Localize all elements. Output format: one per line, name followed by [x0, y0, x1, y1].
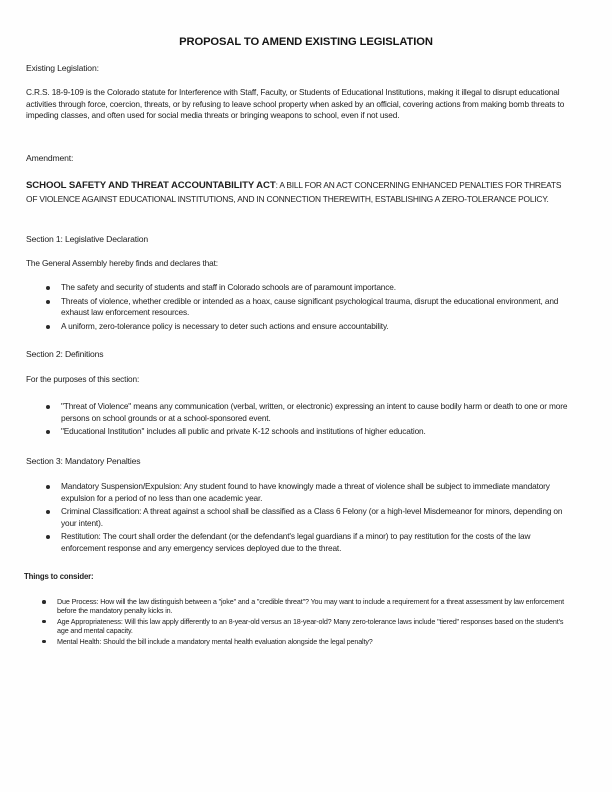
document-title: PROPOSAL TO AMEND EXISTING LEGISLATION	[179, 36, 433, 48]
existing-legislation-label: Existing Legislation:	[26, 63, 99, 73]
section1-list	[44, 282, 564, 334]
section1-intro: The General Assembly hereby finds and declares that:	[26, 258, 218, 268]
list-item: Mental Health: Should the bill include a mandatory mental health evaluation alongside the legal penalty?	[40, 637, 570, 646]
amendment-label: Amendment:	[26, 153, 74, 163]
bullet-icon	[42, 620, 46, 624]
bullet-icon	[46, 510, 50, 514]
act-description: : A BILL FOR AN ACT CONCERNING ENHANCED PENALTIES FOR THREATS OF VIOLENCE AGAINST EDUCATIONAL INSTITUTIONS, AND IN CONNECTION THEREWITH, ESTABLISHING A ZERO-TOLERANCE POLICY.	[26, 180, 562, 204]
list-item: "Threat of Violence" means any communication (verbal, written, or electronic) expressing an intent to cause bodily harm or death to one or more persons on school grounds or at a school-sponsored event.	[44, 401, 569, 424]
bullet-icon	[42, 640, 46, 644]
list-item: The safety and security of students and staff in Colorado schools are of paramount importance.	[44, 282, 564, 294]
considerations-list	[40, 597, 570, 647]
bullet-icon	[42, 600, 46, 604]
list-item: "Educational Institution" includes all public and private K-12 schools and institutions of higher education.	[44, 426, 569, 438]
list-item: A uniform, zero-tolerance policy is necessary to deter such actions and ensure accountability.	[44, 321, 564, 333]
list-item: Threats of violence, whether credible or intended as a hoax, cause significant psychological trauma, disrupt the educational environment, and exhaust law enforcement resources.	[44, 296, 564, 319]
bullet-icon	[46, 300, 50, 304]
list-item: Restitution: The court shall order the defendant (or the defendant's legal guardians if a minor) to pay restitution for the costs of the law enforcement response and any emergency services deployed due to the threat.	[44, 531, 574, 554]
bullet-icon	[46, 405, 50, 409]
list-item: Criminal Classification: A threat against a school shall be classified as a Class 6 Felony (or a high-level Misdemeanor for minors, depending on your intent).	[44, 506, 574, 529]
section3-list	[44, 481, 574, 557]
section1-heading: Section 1: Legislative Declaration	[26, 234, 148, 244]
bullet-icon	[46, 430, 50, 434]
considerations-heading: Things to consider:	[24, 572, 94, 581]
bullet-icon	[46, 325, 50, 329]
bullet-icon	[46, 286, 50, 290]
section2-intro: For the purposes of this section:	[26, 374, 140, 384]
existing-legislation-text: C.R.S. 18-9-109 is the Colorado statute for Interference with Staff, Faculty, or Students of Educational Institutions, making it illegal to disrupt educational activities through force, coercion, threats, or by refusing to leave school property when asked by an official, covering actions from making bomb threats to impeding classes, and often used for social media threats or bringing weapons to school, even if not used.	[26, 87, 565, 121]
bullet-icon	[46, 485, 50, 489]
amendment-act	[26, 179, 566, 205]
act-name: SCHOOL SAFETY AND THREAT ACCOUNTABILITY ACT	[26, 180, 276, 191]
section2-list	[44, 401, 569, 440]
list-item: Due Process: How will the law distinguish between a "joke" and a "credible threat"? You may want to include a requirement for a threat assessment by law enforcement before the mandatory penalty kicks in.	[40, 597, 570, 616]
list-item: Mandatory Suspension/Expulsion: Any student found to have knowingly made a threat of violence shall be subject to immediate mandatory expulsion for a period of no less than one academic year.	[44, 481, 574, 504]
list-item: Age Appropriateness: Will this law apply differently to an 8-year-old versus an 18-year-old? Many zero-tolerance laws include "tiered" responses based on the student's age and mental capacity.	[40, 617, 570, 636]
section2-heading: Section 2: Definitions	[26, 349, 104, 359]
section3-heading: Section 3: Mandatory Penalties	[26, 456, 141, 466]
bullet-icon	[46, 535, 50, 539]
